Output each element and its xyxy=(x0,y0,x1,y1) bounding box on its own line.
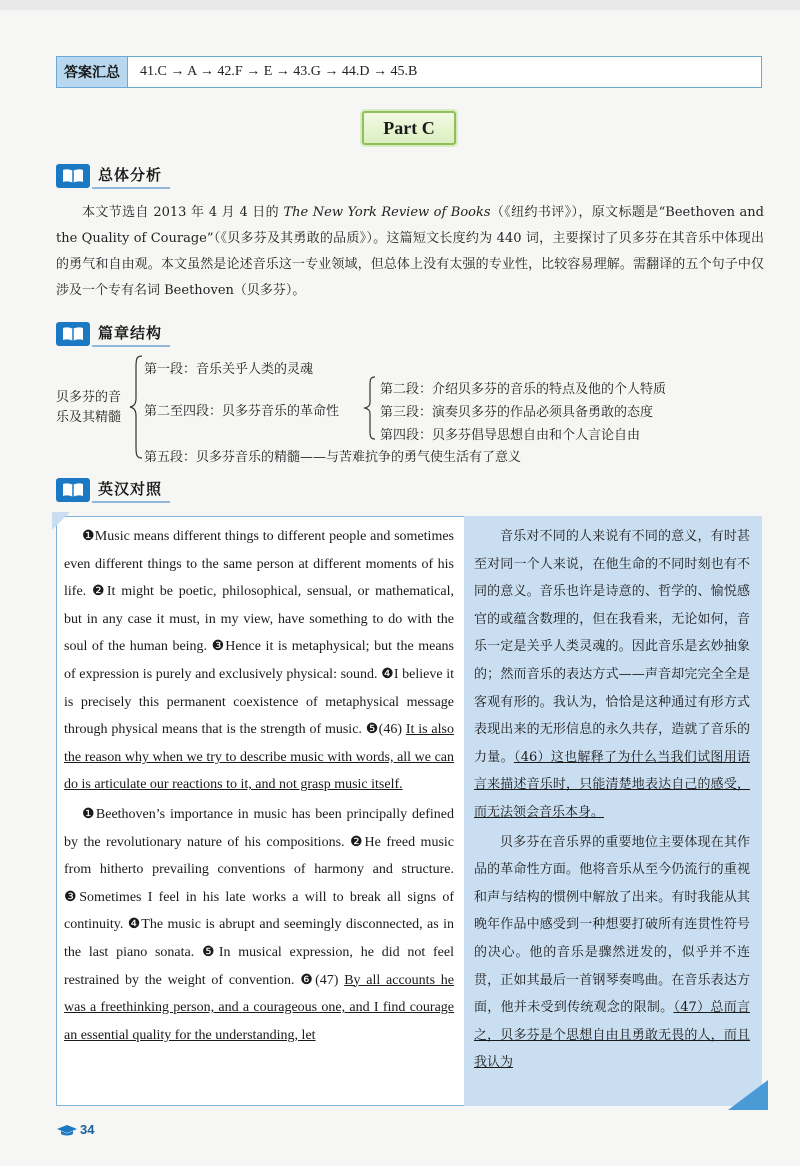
section-title-bilingual: 英汉对照 xyxy=(92,478,170,503)
structure-brace-main xyxy=(126,352,146,462)
page-turn-arrow-icon xyxy=(728,1080,768,1110)
section-header-bilingual xyxy=(56,477,170,503)
overview-text-a: 本文节选自 2013 年 4 月 4 日的 xyxy=(82,205,284,220)
open-book-icon xyxy=(56,322,90,346)
structure-sub1: 第二段：介绍贝多芬的音乐的特点及他的个人特质 xyxy=(380,382,667,397)
open-book-icon xyxy=(56,164,90,188)
section-header-overview xyxy=(56,163,170,189)
english-column xyxy=(64,523,454,1051)
chinese-para1-underlined: （46）这也解释了为什么当我们试图用语言来描述音乐时，只能清楚地表达自己的感受，而无法领会音乐本身。 xyxy=(474,749,750,820)
english-para1-text: ❶Music means different things to different people and sometimes even different things to the same person at different moments of his life. ❷It might be poetic, philosophical, sensual, or mathematical, but in any case it must, in my view, have something to do with the soul of the human being. ❸Hence it is metaphysical; but the means of expression is purely and exclusively physical: sound. ❹I believe it is precisely this permanent coexistence of metaphysical message through physical means that is the strength of music. ❺(46) xyxy=(64,529,454,738)
overview-paragraph xyxy=(56,200,764,304)
section-header-structure xyxy=(56,321,170,347)
structure-p5: 第五段：贝多芬音乐的精髓——与苦难抗争的勇气使生活有了意义 xyxy=(144,450,522,465)
chinese-paragraph-1 xyxy=(474,523,750,827)
part-badge: Part C xyxy=(362,111,456,145)
chinese-para2-underlined: （47）总而言之，贝多芬是个思想自由且勇敢无畏的人，而且我认为 xyxy=(474,1000,750,1071)
structure-p1: 第一段：音乐关乎人类的灵魂 xyxy=(144,362,314,377)
open-book-icon xyxy=(56,478,90,502)
answer-summary-value: 41.C → A → 42.F → E → 43.G → 44.D → 45.B xyxy=(140,64,418,79)
english-para2-text: ❶Beethoven’s importance in music has been principally defined by the revolutionary nature of his compositions. ❷He freed music from hitherto prevailing conventions of harmony and structure. ❸Sometimes I feel in his late works a will to break all signs of continuity. ❹The music is abrupt and seemingly disconnected, as in the last piano sonata. ❺In musical expression, he did not feel restrained by the weight of convention. ❻(47) xyxy=(64,806,454,988)
chinese-column xyxy=(464,516,762,1106)
page-number-text: 34 xyxy=(80,1122,95,1137)
structure-root: 贝多芬的音乐及其精髓 xyxy=(56,390,122,425)
page-number xyxy=(56,1122,94,1137)
english-paragraph-1 xyxy=(64,523,454,799)
overview-text-b: （《纽约书评》），原文标题是“Beethoven and the Quality of Courage”（《贝多芬及其勇敢的品质》）。这篇短文长度约为 440 词，主要探讨了贝多芬在其音乐中体现出的勇气和自由观。本文虽然是论述音乐这一专业领域，但总体上没有太强的专业性，比较容易理解。需翻译的五个句子中仅涉及一个专有名词 Beethoven（贝多芬）。 xyxy=(56,205,764,298)
section-title-overview: 总体分析 xyxy=(92,164,170,189)
chinese-para2-text: 贝多芬在音乐界的重要地位主要体现在其作品的革命性方面。他将音乐从至今仍流行的重视和声与结构的惯例中解放了出来。有时我能从其晚年作品中感受到一种想要打破所有连贯性符号的决心。他的音乐是骤然迸发的，似乎并不连贯，正如其最后一首钢琴奏鸣曲。在音乐表达方面，他并未受到传统观念的限制。 xyxy=(474,834,750,1016)
answer-summary-label: 答案汇总 xyxy=(57,57,128,87)
english-para1-underlined: It is also the reason why when we try to describe music with words, all we can do is articulate our reactions to it, and not grasp music itself. xyxy=(64,722,454,793)
english-paragraph-2 xyxy=(64,801,454,1049)
overview-journal: The New York Review of Books xyxy=(283,205,491,220)
structure-sub3: 第四段：贝多芬倡导思想自由和个人言论自由 xyxy=(380,428,641,443)
structure-p2-4: 第二至四段：贝多芬音乐的革命性 xyxy=(144,404,340,419)
structure-brace-sub xyxy=(362,374,378,442)
top-rule xyxy=(0,0,800,10)
chinese-para1-text: 音乐对不同的人来说有不同的意义，有时甚至对同一个人来说，在他生命的不同时刻也有不同的意义。音乐也许是诗意的、哲学的、愉悦感官的或蕴含数理的，但在我看来，无论如何，音乐一定是关乎人类灵魂的。因此音乐是玄妙抽象的；然而音乐的表达方式——声音却完完全全是客观有形的。我认为，恰恰是这种通过有形方式表现出来的无形信息的永久共存，造就了音乐的力量。 xyxy=(474,529,750,765)
structure-sub2: 第三段：演奏贝多芬的作品必须具备勇敢的态度 xyxy=(380,405,654,420)
chinese-paragraph-2 xyxy=(474,829,750,1077)
answer-summary-bar xyxy=(56,56,762,88)
graduation-cap-icon xyxy=(56,1124,78,1136)
section-title-structure: 篇章结构 xyxy=(92,322,170,347)
english-para2-underlined: By all accounts he was a freethinking person, and a courageous one, and I find courage an essential quality for the understanding, let xyxy=(64,972,454,1043)
